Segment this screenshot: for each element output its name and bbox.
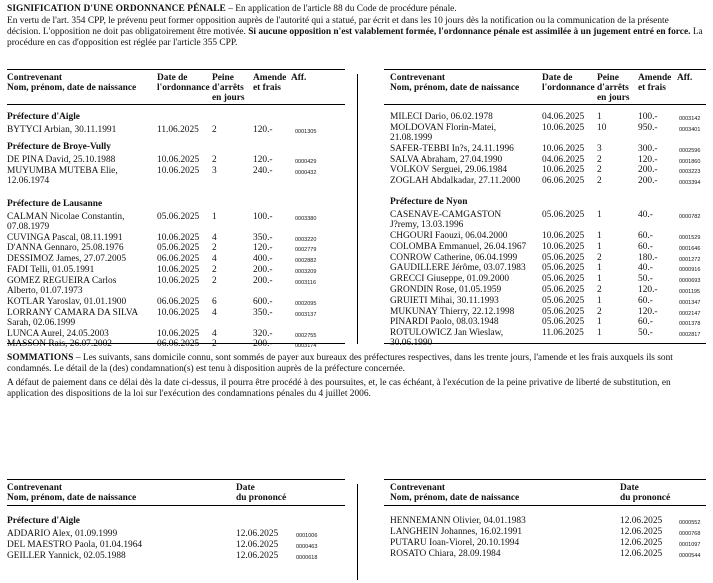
ordonnance-date: 05.06.2025 (157, 211, 200, 222)
table-row (390, 516, 710, 527)
offender-name-cont: J?remy, 13.03.1996 (390, 220, 464, 230)
right-table-top-rule (384, 69, 706, 70)
aff-number: 0003401 (679, 126, 701, 133)
prononce-date: 12.06.2025 (236, 540, 279, 550)
amende-amount: 200.- (253, 339, 273, 350)
signification-text: En vertu de l'art. 354 CPP, le prévenu peut former opposition auprès de l'autorité qui a statué, par écrit et dans les 10 jours dès la notification ou la communication de la présente décision. L'opposition ne doit pas obligatoirement être motivée. (7, 16, 669, 37)
sommations-title: SOMMATIONS (7, 353, 74, 363)
peine-days: 2 (597, 285, 602, 295)
right-header-date (542, 73, 595, 93)
sommations-right-header-nom (390, 483, 519, 503)
amende-amount: 240.- (253, 165, 273, 176)
table-row (7, 339, 345, 350)
signification-paragraph (7, 16, 703, 49)
hdr-date-1: Date (620, 483, 639, 493)
ordonnance-date: 10.06.2025 (157, 307, 200, 318)
ordonnance-date: 11.06.2025 (542, 328, 584, 339)
table-row (390, 307, 706, 318)
table-row (7, 265, 345, 276)
ordonnance-date: 10.06.2025 (542, 241, 585, 252)
table-row (390, 274, 706, 285)
hdr-peine-2: d'arrêts (597, 83, 629, 93)
offender-name: GOMEZ REGUEIRA Carlos (7, 275, 117, 286)
sommations-right-header-date (620, 483, 670, 503)
ordonnance-date: 05.06.2025 (542, 317, 585, 328)
aff-number: 0002147 (679, 310, 701, 317)
hdr-contrevenant: Contrevenant (7, 483, 63, 493)
aff-number: 0000432 (295, 169, 317, 176)
ordonnance-date: 10.06.2025 (542, 143, 585, 154)
peine-days: 2 (212, 243, 217, 254)
peine-days: 1 (212, 211, 217, 222)
peine-days: 1 (597, 112, 602, 122)
left-header-date (157, 73, 210, 93)
offender-name: D'ANNA Gennaro, 25.08.1976 (7, 243, 124, 254)
signification-heading (7, 4, 703, 15)
table-row (390, 155, 706, 166)
amende-amount: 600.- (253, 296, 273, 307)
table-row (7, 233, 345, 244)
peine-days: 6 (212, 296, 217, 307)
peine-days: 1 (597, 317, 602, 328)
ordonnance-date: 05.06.2025 (542, 274, 585, 285)
hdr-peine-1: Peine (597, 73, 619, 83)
offender-name: GAUDILLERE Jérôme, 03.07.1983 (390, 263, 526, 274)
offender-name: GEILLER Yannick, 02.05.1988 (7, 551, 126, 561)
signification-title-suffix: – En application de l'article 88 du Code de procédure pénale. (225, 4, 457, 14)
ordonnance-date: 05.06.2025 (542, 210, 585, 220)
prefecture-heading: Préfecture de Lausanne (7, 198, 103, 209)
table-row (390, 253, 706, 264)
offender-name: MILECI Dario, 06.02.1978 (390, 112, 493, 122)
offender-name-cont: 21.08.1999 (390, 132, 433, 143)
left-header-amende (253, 73, 286, 93)
amende-amount: 60.- (638, 231, 653, 241)
left-table-top-rule (7, 69, 345, 70)
offender-name: SAFER-TEBBI In?s, 24.11.1996 (390, 143, 514, 154)
peine-days: 4 (212, 254, 217, 265)
hdr-date-1: Date de (157, 73, 188, 83)
hdr-peine-2: d'arrêts (212, 83, 244, 93)
aff-number: 0000552 (679, 520, 701, 526)
offender-name: DEL MAESTRO Paola, 01.04.1964 (7, 540, 143, 550)
sommations-column-divider (357, 484, 358, 580)
sommations-left-header-date (236, 483, 286, 503)
hdr-aff: Aff. (677, 73, 693, 83)
ordonnance-date: 05.06.2025 (542, 252, 585, 263)
sommations-right-header-rule (384, 505, 706, 506)
column-divider (357, 74, 358, 344)
offender-name: BYTYCI Arbian, 30.11.1991 (7, 125, 117, 135)
ordonnance-date: 06.06.2025 (157, 254, 200, 265)
aff-number: 0001097 (679, 542, 701, 548)
offender-name: CALMAN Nicolae Constantin, (7, 211, 125, 222)
ordonnance-date: 10.06.2025 (542, 165, 585, 176)
offender-name: LANGHEIN Johannes, 16.02.1991 (390, 527, 523, 537)
offender-name: DE PINA David, 25.10.1988 (7, 154, 116, 165)
amende-amount: 120.- (638, 154, 658, 165)
offender-name: HENNEMANN Olivier, 04.01.1983 (390, 516, 526, 526)
aff-number: 0001378 (679, 321, 701, 328)
table-row (7, 529, 327, 540)
hdr-date-2: du prononcé (236, 493, 287, 503)
peine-days: 3 (597, 143, 602, 154)
aff-number: 0001347 (679, 299, 701, 306)
prononce-date: 12.06.2025 (620, 516, 663, 526)
offender-name: ADDARIO Alex, 01.09.1999 (7, 529, 118, 539)
left-header-contrevenant (7, 73, 136, 93)
hdr-amende-1: Amende (253, 73, 287, 83)
offender-name: DESSIMOZ James, 27.07.2005 (7, 254, 127, 265)
prefecture-heading: Préfecture d'Aigle (7, 516, 80, 526)
prononce-date: 12.06.2025 (620, 527, 663, 537)
hdr-date-1: Date (236, 483, 255, 493)
aff-number: 0003220 (295, 236, 317, 243)
aff-number: 0001006 (296, 533, 318, 539)
table-row (7, 297, 345, 308)
amende-amount: 200.- (638, 176, 658, 187)
offender-name: SALVA Abraham, 27.04.1990 (390, 154, 503, 165)
peine-days: 1 (597, 263, 602, 274)
offender-name: CUVINGA Pascal, 08.11.1991 (7, 232, 123, 243)
table-row (7, 540, 327, 551)
ordonnance-date: 10.06.2025 (542, 122, 585, 133)
ordonnance-date: 06.06.2025 (157, 296, 200, 307)
table-row (390, 317, 706, 328)
peine-days: 4 (212, 232, 217, 243)
sommations-text-1: – Les suivants, sans domicile connu, sont sommés de payer aux bureaux des préfectures respectives, dans les trente jours, l'amende et les frais auxquels ils sont condamnés. Le détail de la (des) condamnation(s) est tenu à disposition auprès de la préfecture concernée. (7, 353, 673, 374)
amende-amount: 120.- (638, 306, 658, 317)
peine-days: 4 (212, 307, 217, 318)
hdr-date-2: l'ordonnance (157, 83, 210, 93)
offender-name-cont: Sarah, 02.06.1999 (7, 317, 76, 328)
left-table-bottom-rule (7, 343, 345, 344)
amende-amount: 400.- (253, 254, 273, 265)
peine-days: 2 (212, 339, 217, 350)
prononce-date: 12.06.2025 (236, 529, 279, 539)
peine-days: 4 (212, 328, 217, 339)
aff-number: 0003137 (295, 311, 317, 318)
offender-name-cont: 30.06.1990 (390, 338, 433, 349)
left-header-aff (291, 73, 306, 83)
amende-amount: 950.- (638, 122, 658, 133)
amende-amount: 300.- (638, 143, 658, 154)
signification-intro (7, 4, 703, 50)
amende-amount: 120.- (638, 285, 658, 295)
aff-number: 0003142 (679, 116, 701, 122)
amende-amount: 50.- (638, 274, 653, 285)
ordonnance-date: 06.06.2025 (157, 339, 200, 350)
offender-name: MOLDOVAN Florin-Matei, (390, 122, 497, 133)
aff-number: 0003223 (679, 169, 701, 176)
peine-days: 1 (597, 241, 602, 252)
ordonnance-date: 05.06.2025 (542, 285, 585, 295)
amende-amount: 100.- (638, 112, 658, 122)
ordonnance-date: 10.06.2025 (542, 231, 585, 241)
sommations-block (7, 353, 703, 400)
amende-amount: 120.- (253, 154, 273, 165)
offender-name: GRUIETI Mihai, 30.11.1993 (390, 295, 499, 306)
peine-days: 2 (212, 265, 217, 275)
amende-amount: 350.- (253, 232, 273, 243)
aff-number: 0001305 (295, 129, 317, 135)
peine-days: 2 (597, 306, 602, 317)
aff-number: 0000782 (679, 214, 701, 220)
signification-title: SIGNIFICATION D'UNE ORDONNANCE PÉNALE (7, 4, 226, 14)
amende-amount: 180.- (638, 252, 658, 263)
sommations-left-top-rule (7, 479, 345, 480)
aff-number: 0003380 (295, 215, 317, 222)
peine-days: 2 (597, 176, 602, 187)
hdr-nom: Nom, prénom, date de naissance (390, 83, 520, 93)
ordonnance-date: 05.06.2025 (157, 243, 200, 254)
offender-name: ZOGLAH Abdalkadar, 27.11.2000 (390, 176, 521, 187)
offender-name: VOLKOV Serguei, 29.06.1984 (390, 165, 508, 176)
peine-days: 3 (212, 165, 217, 176)
offender-name-cont: 12.06.1974 (7, 175, 50, 186)
table-row (7, 243, 345, 254)
ordonnance-date: 10.06.2025 (157, 275, 200, 286)
table-row (7, 165, 345, 186)
offender-name: GRONDIN Rose, 01.05.1959 (390, 285, 502, 295)
prononce-date: 12.06.2025 (620, 538, 663, 548)
peine-days: 2 (212, 154, 217, 165)
ordonnance-date: 04.06.2025 (542, 112, 585, 122)
sommations-left-header-nom (7, 483, 136, 503)
peine-days: 10 (597, 122, 607, 133)
offender-name: CHGOURI Faouzi, 06.04.2000 (390, 231, 508, 241)
aff-number: 0000693 (679, 278, 701, 285)
ordonnance-date: 10.06.2025 (157, 165, 200, 176)
offender-name: MASSON Rais, 26.07.2002 (7, 339, 112, 350)
left-header-peine (212, 73, 245, 103)
aff-number: 0002095 (295, 300, 317, 307)
aff-number: 0002779 (295, 247, 317, 254)
ordonnance-date: 05.06.2025 (542, 263, 585, 274)
table-row (390, 112, 706, 123)
offender-name: ROSATO Chiara, 28.09.1984 (390, 549, 501, 559)
aff-number: 0002596 (679, 147, 701, 154)
peine-days: 1 (597, 295, 602, 306)
table-row (390, 242, 706, 253)
ordonnance-date: 04.06.2025 (542, 154, 585, 165)
table-row (390, 122, 706, 143)
signification-bold-text: Si aucune opposition n'est valablement formée, l'ordonnance pénale est assimilée à un jugement entré en force. (248, 27, 691, 37)
right-header-bottom-rule (384, 104, 706, 105)
amende-amount: 100.- (253, 211, 273, 222)
table-row (7, 275, 345, 296)
offender-name: LUNCA Aurel, 24.05.2003 (7, 328, 109, 339)
prononce-date: 12.06.2025 (620, 549, 663, 559)
amende-amount: 200.- (638, 165, 658, 176)
table-row (390, 549, 710, 560)
ordonnance-date: 10.06.2025 (157, 154, 200, 165)
aff-number: 0003116 (295, 279, 317, 286)
table-row (390, 296, 706, 307)
sommations-paragraph-1 (7, 353, 703, 375)
table-row (7, 125, 345, 136)
peine-days: 2 (212, 275, 217, 286)
aff-number: 0000768 (679, 531, 701, 537)
hdr-amende-2: et frais (253, 83, 281, 93)
hdr-aff: Aff. (291, 73, 307, 83)
aff-number: 0000618 (296, 555, 318, 561)
amende-amount: 350.- (253, 307, 273, 318)
peine-days: 1 (597, 328, 602, 339)
offender-name: MUKUNAY Thierry, 22.12.1998 (390, 306, 515, 317)
hdr-date-1: Date de (542, 73, 573, 83)
prononce-date: 12.06.2025 (236, 551, 279, 561)
peine-days: 2 (597, 165, 602, 176)
sommations-left-header-rule (7, 505, 345, 506)
aff-number: 0003209 (295, 269, 317, 275)
table-row (7, 329, 345, 340)
peine-days: 2 (597, 252, 602, 263)
aff-number: 0001195 (679, 289, 701, 295)
offender-name: GRECCI Giuseppe, 01.09.2000 (390, 274, 510, 285)
table-row (390, 231, 706, 242)
ordonnance-date: 10.06.2025 (157, 265, 200, 275)
ordonnance-date: 10.06.2025 (157, 328, 200, 339)
hdr-date-2: du prononcé (620, 493, 671, 503)
hdr-peine-3: en jours (597, 93, 630, 103)
aff-number: 0000429 (295, 158, 317, 165)
aff-number: 0001860 (679, 158, 701, 165)
hdr-nom: Nom, prénom, date de naissance (390, 493, 520, 503)
hdr-contrevenant: Contrevenant (390, 73, 446, 83)
peine-days: 1 (597, 274, 602, 285)
sommations-text-2: A défaut de paiement dans ce délai dès la date ci-dessus, il pourra être procédé à des poursuites, et, le cas échéant, à l'exécution de la peine privative de liberté de substitution, en application des dispositions de la loi sur l'exécution des condamnations pénales du 4 juillet 2006. (7, 378, 671, 399)
aff-number: 0000463 (296, 544, 318, 550)
offender-name: KOTLAR Yaroslav, 01.01.1900 (7, 296, 127, 307)
aff-number: 0001272 (679, 256, 701, 263)
table-row (390, 210, 706, 230)
offender-name: CONROW Catherine, 06.04.1999 (390, 252, 518, 263)
right-header-aff (677, 73, 692, 83)
prefecture-heading: Préfecture de Broye-Vully (7, 141, 111, 152)
amende-amount: 60.- (638, 295, 653, 306)
right-table-bottom-rule (384, 343, 706, 344)
amende-amount: 60.- (638, 317, 653, 328)
table-row (390, 285, 706, 296)
amende-amount: 200.- (253, 265, 273, 275)
prefecture-heading: Préfecture de Nyon (390, 197, 468, 207)
sommations-right-top-rule (384, 479, 706, 480)
peine-days: 1 (597, 231, 602, 241)
aff-number: 0002882 (295, 258, 317, 265)
offender-name: LORRANY CAMARA DA SILVA (7, 307, 139, 318)
ordonnance-date: 05.06.2025 (542, 306, 585, 317)
aff-number: 0000544 (679, 553, 701, 559)
aff-number: 0003394 (679, 180, 701, 187)
ordonnance-date: 11.06.2025 (157, 125, 199, 135)
offender-name-cont: 07.08.1979 (7, 221, 50, 232)
aff-number: 0000916 (679, 267, 701, 274)
right-header-contrevenant (390, 73, 519, 93)
hdr-contrevenant: Contrevenant (7, 73, 63, 83)
prefecture-heading: Préfecture d'Aigle (7, 112, 80, 122)
offender-name: CASENAVE-CAMGASTON (390, 210, 502, 220)
table-row (390, 263, 706, 274)
hdr-nom: Nom, prénom, date de naissance (7, 83, 137, 93)
hdr-peine-1: Peine (212, 73, 234, 83)
ordonnance-date: 05.06.2025 (542, 295, 585, 306)
right-header-amende (638, 73, 671, 93)
offender-name: COLOMBA Emmanuel, 26.04.1967 (390, 241, 527, 252)
offender-name: MUYUMBA MUTEBA Elie, (7, 165, 118, 176)
table-row (390, 176, 706, 187)
ordonnance-date: 06.06.2025 (542, 176, 585, 187)
table-row (7, 307, 345, 328)
offender-name: FADI Telli, 01.05.1991 (7, 265, 95, 275)
table-row (7, 211, 345, 232)
amende-amount: 120.- (253, 125, 273, 135)
hdr-peine-3: en jours (212, 93, 245, 103)
offender-name: PUTARU Ioan-Viorel, 20.10.1994 (390, 538, 520, 548)
left-header-bottom-rule (7, 104, 345, 105)
amende-amount: 200.- (253, 275, 273, 286)
peine-days: 2 (597, 154, 602, 165)
table-row (390, 538, 710, 549)
table-row (390, 328, 706, 349)
hdr-amende-2: et frais (638, 83, 666, 93)
amende-amount: 40.- (638, 263, 653, 274)
right-header-peine (597, 73, 630, 103)
table-row (7, 155, 345, 166)
ordonnance-date: 10.06.2025 (157, 232, 200, 243)
offender-name-cont: Alberto, 01.07.1973 (7, 285, 83, 296)
aff-number: 0001646 (679, 245, 701, 252)
aff-number: 0003174 (295, 343, 317, 350)
hdr-amende-1: Amende (638, 73, 672, 83)
table-row (390, 144, 706, 155)
peine-days: 2 (212, 125, 217, 135)
table-row (7, 254, 345, 265)
hdr-contrevenant: Contrevenant (390, 483, 446, 493)
hdr-date-2: l'ordonnance (542, 83, 595, 93)
offender-name: ROTULOWICZ Jan Wieslaw, (390, 328, 504, 339)
aff-number: 0002755 (295, 332, 317, 339)
amende-amount: 60.- (638, 241, 653, 252)
hdr-nom: Nom, prénom, date de naissance (7, 493, 137, 503)
amende-amount: 50.- (638, 328, 653, 339)
table-row (390, 165, 706, 176)
aff-number: 0002817 (679, 332, 701, 339)
amende-amount: 120.- (253, 243, 273, 254)
amende-amount: 40.- (638, 210, 653, 220)
amende-amount: 320.- (253, 328, 273, 339)
table-row (390, 527, 710, 538)
aff-number: 0001529 (679, 235, 701, 241)
peine-days: 1 (597, 210, 602, 220)
signification-tail-text: La procédure en cas d'opposition est réglée par l'article 355 CPP. (7, 27, 703, 48)
table-row (7, 551, 327, 562)
offender-name: PINARDI Paolo, 08.03.1948 (390, 317, 499, 328)
